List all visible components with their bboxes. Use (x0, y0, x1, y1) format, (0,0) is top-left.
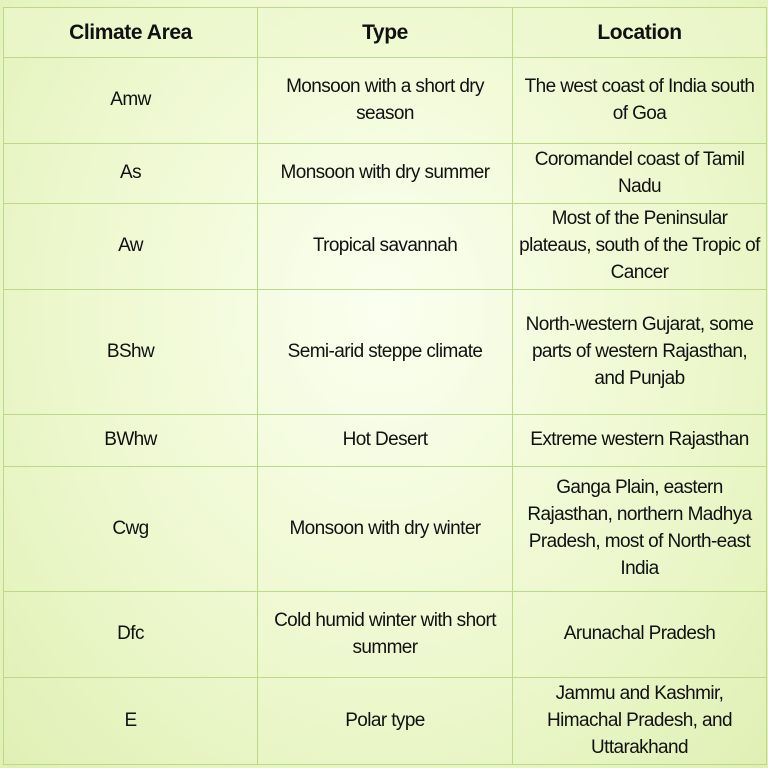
climate-area-cell: BWhw (4, 414, 258, 466)
type-cell: Monsoon with dry summer (258, 144, 513, 203)
location-cell: Most of the Peninsular plateaus, south of the Tropic of Cancer (513, 203, 767, 289)
header-type: Type (258, 8, 513, 58)
table-row (4, 678, 767, 765)
type-cell: Monsoon with dry winter (258, 467, 513, 592)
location-cell: Coromandel coast of Tamil Nadu (513, 144, 767, 203)
header-row (4, 8, 767, 58)
type-cell: Monsoon with a short dry season (258, 58, 513, 144)
climate-area-cell: Amw (4, 58, 258, 144)
table-row (4, 144, 767, 203)
type-cell: Polar type (258, 678, 513, 765)
location-cell: Arunachal Pradesh (513, 591, 767, 677)
location-cell: The west coast of India south of Goa (513, 58, 767, 144)
table-row (4, 467, 767, 592)
table-row (4, 290, 767, 415)
table-row (4, 203, 767, 289)
type-cell: Semi-arid steppe climate (258, 290, 513, 415)
location-cell: Ganga Plain, eastern Rajasthan, northern Madhya Pradesh, most of North-east India (513, 467, 767, 592)
table-row (4, 414, 767, 466)
type-cell: Cold humid winter with short summer (258, 591, 513, 677)
climate-area-cell: E (4, 678, 258, 765)
climate-area-cell: Dfc (4, 591, 258, 677)
header-climate-area: Climate Area (4, 8, 258, 58)
location-cell: North-western Gujarat, some parts of western Rajasthan, and Punjab (513, 290, 767, 415)
type-cell: Tropical savannah (258, 203, 513, 289)
location-cell: Extreme western Rajasthan (513, 414, 767, 466)
climate-area-cell: Aw (4, 203, 258, 289)
climate-area-cell: As (4, 144, 258, 203)
climate-table (3, 7, 767, 765)
table-row (4, 58, 767, 144)
location-cell: Jammu and Kashmir, Himachal Pradesh, and Uttarakhand (513, 678, 767, 765)
climate-area-cell: Cwg (4, 467, 258, 592)
header-location: Location (513, 8, 767, 58)
type-cell: Hot Desert (258, 414, 513, 466)
climate-area-cell: BShw (4, 290, 258, 415)
table-row (4, 591, 767, 677)
